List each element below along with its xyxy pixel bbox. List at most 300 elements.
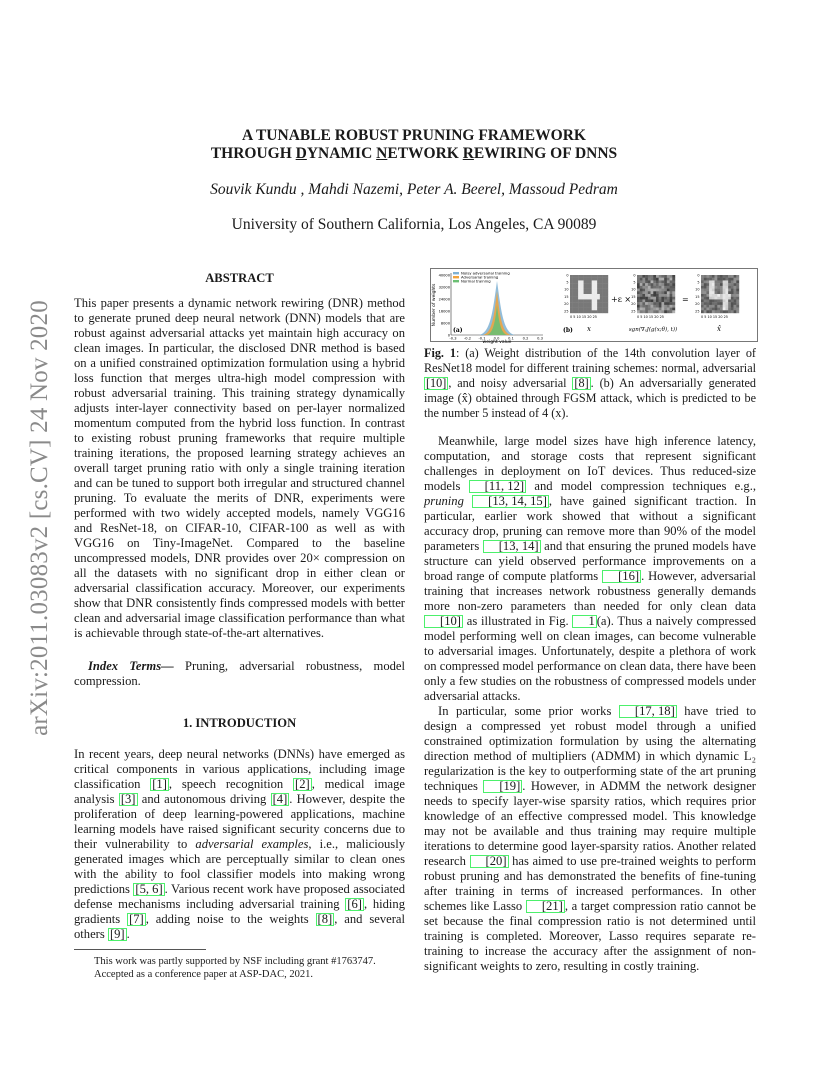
- image-pixel: [667, 286, 670, 289]
- image-pixel: [667, 302, 670, 305]
- image-pixel: [712, 310, 715, 313]
- image-pixel: [731, 302, 734, 305]
- image-pixel: [736, 278, 739, 281]
- image-pixel: [648, 308, 651, 311]
- image-pixel: [723, 278, 726, 281]
- image-pixel: [575, 280, 578, 283]
- image-pixel: [704, 302, 707, 305]
- footnote-rule: [74, 949, 206, 950]
- citation-link[interactable]: [5, 6]: [135, 882, 163, 896]
- citation-link[interactable]: [17, 18]: [619, 705, 677, 718]
- image-pixel: [715, 308, 718, 311]
- image-pixel: [734, 308, 737, 311]
- image-pixel: [640, 286, 643, 289]
- image-pixel: [586, 286, 589, 289]
- image-pixel: [664, 305, 667, 308]
- image-pixel: [642, 283, 645, 286]
- image-pixel: [736, 308, 739, 311]
- image-pixel: [570, 286, 573, 289]
- image-pixel: [594, 310, 597, 313]
- image-pixel: [667, 310, 670, 313]
- image-y-tick: 25: [695, 309, 700, 314]
- image-pixel: [672, 302, 675, 305]
- citation-link[interactable]: [6]: [347, 897, 362, 911]
- image-pixel: [570, 305, 573, 308]
- image-pixel: [586, 310, 589, 313]
- image-pixel: [578, 278, 581, 281]
- image-pixel: [575, 297, 578, 300]
- image-pixel: [597, 289, 600, 292]
- image-pixel: [589, 278, 592, 281]
- image-pixel: [597, 278, 600, 281]
- y-ticks: [439, 273, 451, 337]
- image-pixel: [659, 286, 662, 289]
- image-pixel: [600, 289, 603, 292]
- image-pixel: [597, 275, 600, 278]
- image-pixel: [586, 294, 589, 297]
- image-pixel: [709, 280, 712, 283]
- image-pixel: [642, 297, 645, 300]
- citation-link[interactable]: [1]: [152, 777, 167, 791]
- image-pixel: [592, 310, 595, 313]
- image-pixel: [584, 291, 587, 294]
- image-pixel: [575, 310, 578, 313]
- citation-link[interactable]: [13, 14, 15]: [472, 495, 549, 508]
- image-pixel: [637, 302, 640, 305]
- image-pixel: [648, 297, 651, 300]
- image-pixel: [701, 299, 704, 302]
- image-pixel: [600, 275, 603, 278]
- image-x-ticks: 0 5 10 15 20 25: [637, 315, 664, 319]
- abstract-heading: ABSTRACT: [205, 271, 274, 285]
- image-pixel: [670, 286, 673, 289]
- image-pixel: [589, 291, 592, 294]
- image-pixel: [736, 283, 739, 286]
- image-pixel: [731, 280, 734, 283]
- image-pixel: [701, 283, 704, 286]
- image-pixel: [586, 283, 589, 286]
- image-pixel: [651, 310, 654, 313]
- image-pixel: [661, 275, 664, 278]
- image-pixel: [723, 299, 726, 302]
- image-pixel: [575, 283, 578, 286]
- image-pixel: [575, 289, 578, 292]
- image-pixel: [701, 294, 704, 297]
- image-pixel: [717, 289, 720, 292]
- image-pixel: [597, 294, 600, 297]
- image-pixel: [728, 283, 731, 286]
- image-pixel: [701, 305, 704, 308]
- image-pixel: [640, 291, 643, 294]
- image-pixel: [603, 278, 606, 281]
- image-pixel: [667, 278, 670, 281]
- image-pixel: [573, 308, 576, 311]
- citation-link[interactable]: [19]: [483, 780, 522, 793]
- image-pixel: [592, 291, 595, 294]
- x-tick-label: 0.2: [522, 336, 529, 341]
- image-pixel: [672, 310, 675, 313]
- image-pixel: [670, 297, 673, 300]
- image-pixel: [709, 308, 712, 311]
- image-pixel: [581, 305, 584, 308]
- image-pixel: [731, 305, 734, 308]
- citation-link[interactable]: [20]: [470, 855, 509, 868]
- image-pixel: [603, 302, 606, 305]
- image-pixel: [720, 297, 723, 300]
- image-pixel: [637, 294, 640, 297]
- image-pixel: [723, 286, 726, 289]
- image-pixel: [637, 283, 640, 286]
- image-pixel: [653, 291, 656, 294]
- intro-heading: 1. INTRODUCTION: [182, 716, 297, 730]
- image-pixel: [717, 280, 720, 283]
- image-pixel: [586, 305, 589, 308]
- image-pixel: [723, 308, 726, 311]
- image-pixel: [731, 278, 734, 281]
- image-pixel: [728, 302, 731, 305]
- image-pixel: [723, 297, 726, 300]
- image-pixel: [731, 299, 734, 302]
- affiliation: University of Southern California, Los Angeles, CA 90089: [231, 216, 597, 233]
- image-pixel: [715, 310, 718, 313]
- image-pixel: [723, 280, 726, 283]
- image-pixel: [600, 286, 603, 289]
- image-pixel: [664, 275, 667, 278]
- image-pixel: [640, 305, 643, 308]
- title-part: N: [376, 145, 388, 162]
- image-pixel: [603, 291, 606, 294]
- image-pixel: [575, 278, 578, 281]
- citation-link[interactable]: [2]: [295, 777, 310, 791]
- image-pixel: [642, 278, 645, 281]
- citation-link[interactable]: [21]: [526, 900, 565, 913]
- image-pixel: [720, 283, 723, 286]
- image-pixel: [712, 299, 715, 302]
- image-pixel: [603, 294, 606, 297]
- image-pixel: [570, 297, 573, 300]
- intro-text: [74, 747, 405, 942]
- image-pixel: [734, 278, 737, 281]
- image-pixel: [584, 286, 587, 289]
- index-terms-text: Pruning, adversarial robustness, model compression.: [74, 659, 405, 688]
- legend-normal: Normal training: [461, 278, 491, 284]
- emphasis: pruning: [424, 494, 464, 508]
- image-pixel: [592, 278, 595, 281]
- image-pixel: [570, 302, 573, 305]
- text-run: . However, in ADMM the network designer needs to specify layer-wise sparsity ratios, which requires prior knowledge of an effective compressed model. This knowledge may not be available and thus training may require multiple iterations to determine good layer-sparsity ratios. Another related research: [424, 779, 756, 868]
- image-pixel: [575, 302, 578, 305]
- image-pixel: [659, 291, 662, 294]
- image-pixel: [715, 299, 718, 302]
- image-pixel: [736, 291, 739, 294]
- image-pixel: [715, 280, 718, 283]
- image-pixel: [709, 294, 712, 297]
- image-pixel: [597, 280, 600, 283]
- title-part: ETWORK: [387, 145, 463, 162]
- image-pixel: [642, 310, 645, 313]
- citation-link[interactable]: [13, 14]: [483, 540, 541, 553]
- image-pixel: [704, 294, 707, 297]
- image-pixel: [651, 297, 654, 300]
- image-x-ticks: 0 5 10 15 20 25: [570, 315, 597, 319]
- image-pixel: [725, 305, 728, 308]
- image-pixel: [605, 278, 608, 281]
- text-run: and that ensuring the pruned models have structure can yield observed performance improvements on a broad range of compute platforms: [424, 539, 756, 583]
- image-pixel: [706, 310, 709, 313]
- legend-adversarial: Adversarial training: [461, 274, 499, 280]
- image-pixel: [736, 302, 739, 305]
- image-pixel: [594, 291, 597, 294]
- image-y-tick: 0: [697, 273, 700, 278]
- text-run: has aimed to use pre-trained weights to perform robust pruning and has demonstrated the benefits of fine-tuning after training in terms of increased performances. In other schemes like Lasso: [424, 854, 757, 913]
- image-pixel: [592, 286, 595, 289]
- image-pixel: [640, 308, 643, 311]
- text-run: (a). Thus a naively compressed model performing well on clean images, can become vulnerable to adversarial images. Unfortunately, despite a plethora of work on compressed model performance on clean data, there have been only a few studies on the robustness of compressed models under adversarial attacks.: [424, 614, 757, 703]
- image-pixel: [704, 275, 707, 278]
- image-pixel: [592, 275, 595, 278]
- image-pixel: [600, 310, 603, 313]
- image-pixel: [706, 305, 709, 308]
- image-pixel: [637, 291, 640, 294]
- image-pixel: [715, 283, 718, 286]
- image-pixel: [661, 289, 664, 292]
- image-pixel: [642, 302, 645, 305]
- image-pixel: [648, 302, 651, 305]
- text-run: , and several others: [74, 912, 405, 941]
- image-pixel: [723, 291, 726, 294]
- image-pixel: [653, 299, 656, 302]
- image-pixel: [725, 297, 728, 300]
- text-run: as illustrated in Fig.: [462, 614, 573, 628]
- image-pixel: [597, 310, 600, 313]
- image-pixel: [581, 275, 584, 278]
- image-y-tick: 5: [566, 280, 569, 285]
- title-line-2: [74, 145, 754, 163]
- image-pixel: [670, 299, 673, 302]
- citation-link[interactable]: [4]: [272, 792, 288, 806]
- image-pixel: [670, 310, 673, 313]
- image-pixel: [715, 291, 718, 294]
- image-pixel: [645, 294, 648, 297]
- image-pixel: [651, 275, 654, 278]
- image-pixel: [573, 297, 576, 300]
- image-pixel: [651, 278, 654, 281]
- image-pixel: [637, 280, 640, 283]
- figure-link[interactable]: 1: [572, 615, 596, 628]
- image-pixel: [704, 286, 707, 289]
- citation-link[interactable]: [10]: [426, 376, 447, 390]
- image-pixel: [653, 305, 656, 308]
- image-pixel: [645, 302, 648, 305]
- image-pixel: [573, 302, 576, 305]
- image-pixel: [659, 275, 662, 278]
- image-pixel: [664, 302, 667, 305]
- image-pixel: [734, 294, 737, 297]
- image-pixel: [648, 291, 651, 294]
- title-part: D: [295, 145, 307, 162]
- image-pixel: [603, 289, 606, 292]
- image-y-tick: 15: [631, 294, 636, 299]
- image-pixel: [661, 283, 664, 286]
- image-pixel: [584, 289, 587, 292]
- image-pixel: [651, 305, 654, 308]
- image-pixel: [597, 299, 600, 302]
- image-pixel: [717, 286, 720, 289]
- citation-link[interactable]: [9]: [109, 927, 125, 941]
- text-run: , a target compression ratio cannot be set because the final compression ratio is not determined until training is completed. Moreover, Lasso requires separate re-training to increase the accuracy after the assignment of non-significant weights to zero, resulting in costly training.: [424, 899, 757, 973]
- image-pixel: [570, 280, 573, 283]
- image-pixel: [637, 297, 640, 300]
- title-part: THROUGH: [210, 145, 296, 162]
- image-pixel: [645, 310, 648, 313]
- image-pixel: [586, 299, 589, 302]
- text-run: , medical image analysis: [74, 777, 406, 806]
- image-pixel: [734, 275, 737, 278]
- image-pixel: [672, 289, 675, 292]
- image-pixel: [586, 308, 589, 311]
- image-pixel: [725, 289, 728, 292]
- image-y-tick: 20: [564, 302, 569, 307]
- image-pixel: [712, 305, 715, 308]
- image-pixel: [600, 283, 603, 286]
- image-pixel: [701, 297, 704, 300]
- image-pixel: [597, 302, 600, 305]
- image-pixel: [701, 310, 704, 313]
- image-pixel: [734, 280, 737, 283]
- image-pixel: [581, 299, 584, 302]
- citation-link[interactable]: [11, 12]: [469, 480, 526, 493]
- image-pixel: [581, 302, 584, 305]
- image-pixel: [706, 283, 709, 286]
- text-run: : (a) Weight distribution of the 14th convolution layer of ResNet18 model for different training schemes: normal, adversarial: [424, 346, 756, 375]
- image-pixel: [594, 308, 597, 311]
- image-pixel: [594, 305, 597, 308]
- citation-link[interactable]: [8]: [574, 376, 589, 390]
- image-pixel: [712, 308, 715, 311]
- image-pixel: [584, 275, 587, 278]
- image-pixel: [648, 305, 651, 308]
- image-pixel: [594, 278, 597, 281]
- image-pixel: [642, 305, 645, 308]
- image-pixel: [720, 305, 723, 308]
- image-pixel: [648, 299, 651, 302]
- image-pixel: [731, 283, 734, 286]
- image-pixel: [670, 283, 673, 286]
- image-pixel: [651, 283, 654, 286]
- image-pixel: [731, 275, 734, 278]
- image-pixel: [723, 305, 726, 308]
- image-pixel: [651, 294, 654, 297]
- image-pixel: [594, 283, 597, 286]
- citation-link[interactable]: [3]: [120, 792, 136, 806]
- image-pixel: [659, 289, 662, 292]
- image-pixel: [640, 294, 643, 297]
- image-pixel: [661, 280, 664, 283]
- image-pixel: [575, 305, 578, 308]
- image-pixel: [651, 286, 654, 289]
- citation-link[interactable]: [16]: [602, 570, 641, 583]
- image-pixel: [715, 305, 718, 308]
- image-pixel: [570, 299, 573, 302]
- image-pixel: [600, 291, 603, 294]
- image-pixel: [701, 275, 704, 278]
- image-pixel: [701, 278, 704, 281]
- image-pixel: [605, 286, 608, 289]
- image-pixel: [712, 280, 715, 283]
- text-run: , and noisy adversarial: [448, 376, 573, 390]
- paper-title: [74, 127, 754, 163]
- citation-link[interactable]: [10]: [424, 615, 463, 628]
- image-pixel: [589, 299, 592, 302]
- x-tick-label: 0.0: [493, 336, 500, 341]
- image-pixel: [581, 278, 584, 281]
- image-pixel: [578, 305, 581, 308]
- image-pixel: [728, 310, 731, 313]
- image-pixel: [653, 289, 656, 292]
- image-pixel: [723, 275, 726, 278]
- text-run: . However, adversarial training that increases network robustness generally demands more non-zero parameters than needed for only clean data: [424, 569, 756, 613]
- image-pixel: [584, 283, 587, 286]
- image-pixel: [659, 297, 662, 300]
- image-pixel: [653, 280, 656, 283]
- figure-svg: [431, 269, 757, 345]
- image-pixel: [578, 291, 581, 294]
- image-pixel: [661, 294, 664, 297]
- image-pixel: [715, 294, 718, 297]
- image-pixel: [725, 278, 728, 281]
- legend-noisy: Noisy adversarial training: [461, 270, 510, 276]
- image-pixel: [642, 275, 645, 278]
- image-pixel: [648, 294, 651, 297]
- image-pixel: [723, 302, 726, 305]
- image-pixel: [661, 299, 664, 302]
- image-pixel: [656, 297, 659, 300]
- image-pixel: [589, 310, 592, 313]
- abstract-text: [74, 296, 405, 641]
- citation-link[interactable]: [8]: [317, 912, 333, 926]
- image-pixel: [659, 310, 662, 313]
- image-pixel: [701, 291, 704, 294]
- image-pixel: [728, 305, 731, 308]
- image-pixel: [709, 283, 712, 286]
- image-pixel: [645, 275, 648, 278]
- image-pixel: [637, 286, 640, 289]
- image-pixel: [704, 280, 707, 283]
- image-pixel: [734, 299, 737, 302]
- citation-link[interactable]: [7]: [129, 912, 144, 926]
- image-pixel: [605, 302, 608, 305]
- image-pixel: [589, 305, 592, 308]
- image-pixel: [575, 286, 578, 289]
- image-pixel: [592, 308, 595, 311]
- image-pixel: [709, 278, 712, 281]
- image-pixel: [723, 283, 726, 286]
- image-pixel: [570, 283, 573, 286]
- image-pixel: [720, 302, 723, 305]
- image-pixel: [594, 294, 597, 297]
- image-pixel: [670, 308, 673, 311]
- image-pixel: [704, 305, 707, 308]
- image-pixel: [586, 278, 589, 281]
- x-tick-label: 0.1: [508, 336, 514, 341]
- image-pixel: [637, 310, 640, 313]
- text-run: In particular, some prior works: [438, 704, 619, 718]
- image-pixel: [656, 299, 659, 302]
- image-pixel: [723, 310, 726, 313]
- image-pixel: [656, 305, 659, 308]
- image-pixel: [603, 310, 606, 313]
- image-pixel: [592, 305, 595, 308]
